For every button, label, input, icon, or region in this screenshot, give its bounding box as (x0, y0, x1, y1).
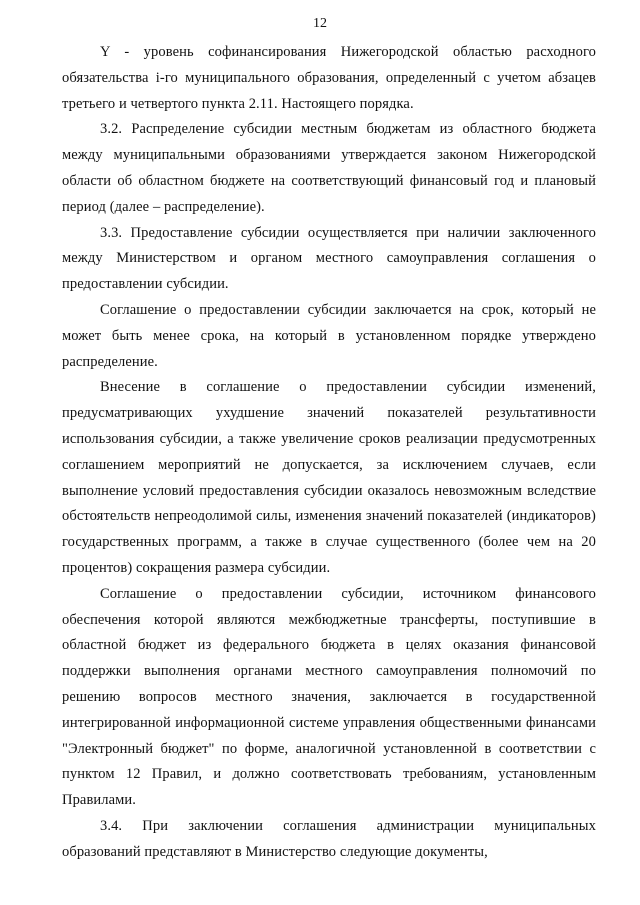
body-text (62, 40, 596, 866)
paragraph-3-2: 3.2. Распределение субсидии местным бюджетам из областного бюджета между муниципальными образованиями утверждается законом Нижегородской области об областном бюджете на соответствующий финансовый год и плановый период (далее – распределение). (62, 121, 596, 215)
paragraph-3-4: 3.4. При заключении соглашения администрации муниципальных образований представляют в Министерство следующие документы, (62, 817, 596, 860)
paragraph-3-3: 3.3. Предоставление субсидии осуществляется при наличии заключенного между Министерством и органом местного самоуправления соглашения о предоставлении субсидии. (62, 224, 596, 293)
paragraph-agreement-term: Соглашение о предоставлении субсидии заключается на срок, который не может быть менее срока, на который в установленном порядке утверждено распределение. (62, 301, 596, 370)
paragraph-amendments: Внесение в соглашение о предоставлении субсидии изменений, предусматривающих ухудшение значений показателей результативности использования субсидии, а также увеличение сроков реализации предусмотренных соглашением мероприятий не допускается, за исключением случаев, если выполнение условий предоставления субсидии оказалось невозможным вследствие обстоятельств непреодолимой силы, изменения значений показателей (индикаторов) государственных программ, а также в случае существенного (более чем на 20 процентов) сокращения размера субсидии. (62, 379, 596, 576)
paragraph-electronic-budget: Соглашение о предоставлении субсидии, источником финансового обеспечения которой являются межбюджетные трансферты, поступившие в областной бюджет из федерального бюджета в целях оказания финансовой поддержки выполнения органами местного самоуправления полномочий по решению вопросов местного значения, заключается в государственной интегрированной информационной системе управления общественными финансами "Электронный бюджет" по форме, аналогичной установленной в соответствии с пунктом 12 Правил, и должно соответствовать требованиям, установленным Правилами. (62, 585, 596, 809)
page-number: 12 (313, 16, 327, 31)
paragraph-y-level: Y - уровень софинансирования Нижегородской областью расходного обязательства i-го муниципального образования, определенный с учетом абзацев третьего и четвертого пункта 2.11. Настоящего порядка. (62, 44, 596, 112)
